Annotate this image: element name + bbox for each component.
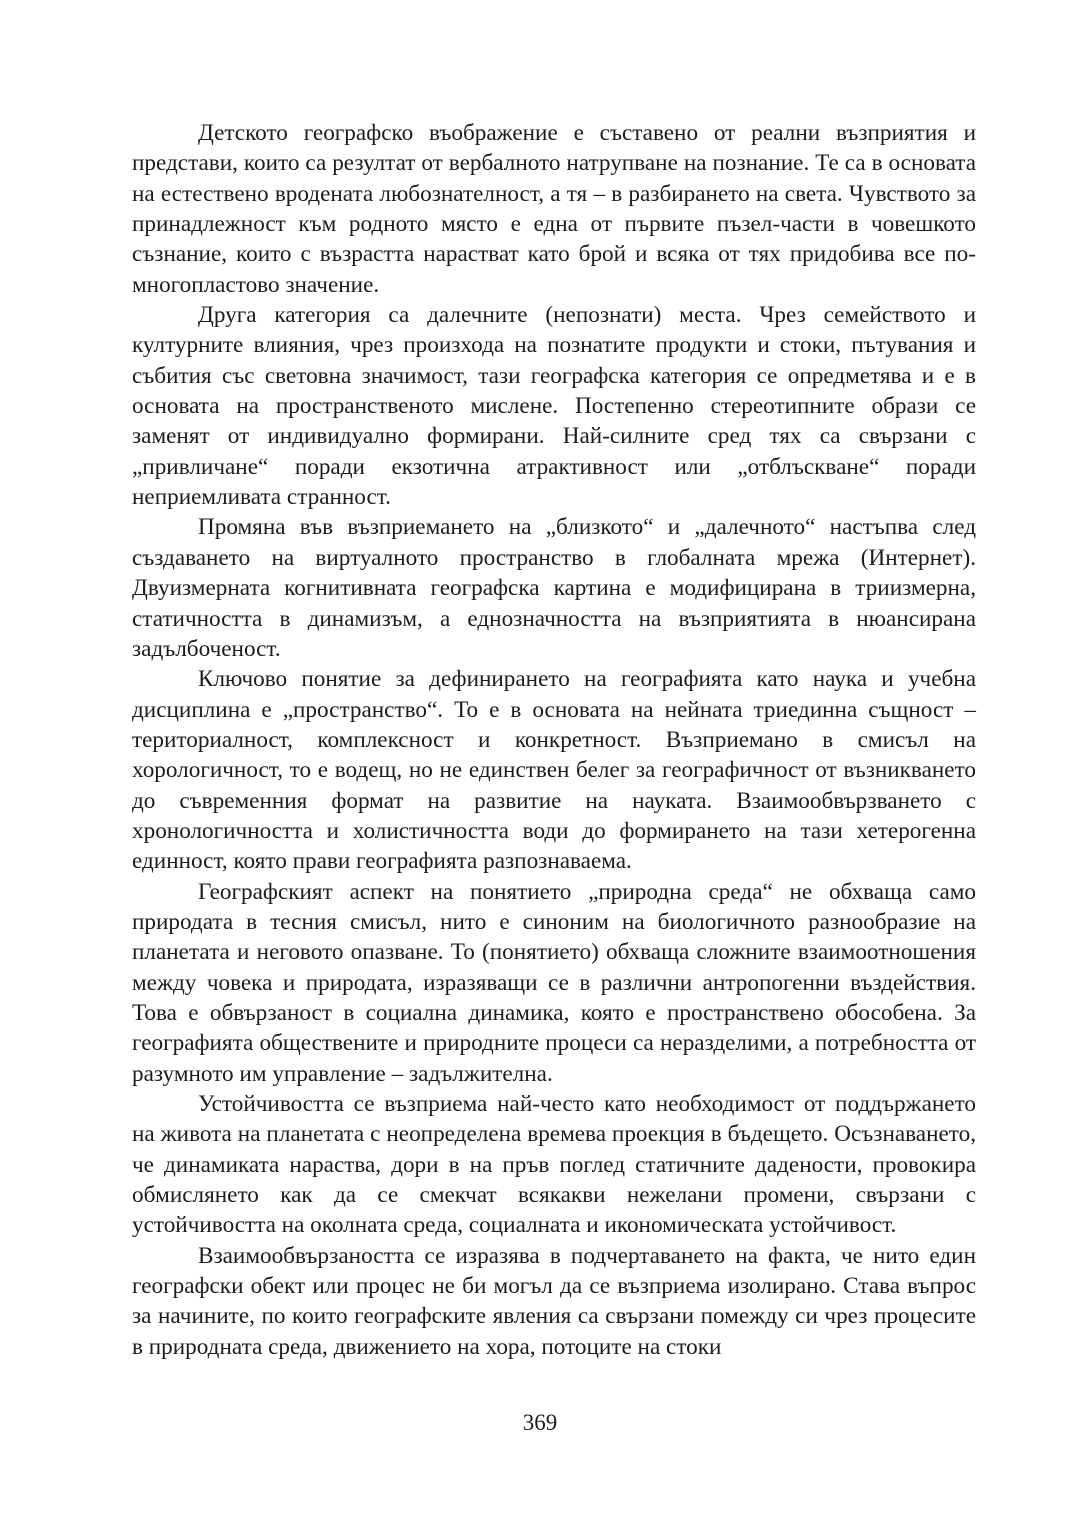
- paragraph-virtual-space: Промяна във възприемането на „близкото“ и „далечното“ настъпва след създаването на виртуалното пространство в глобалната мрежа (Интернет). Двуизмерната когнитивната географска картина е модифицирана в триизмерна, статичността в динамизъм, а еднозначността на възприятията в нюансирана задълбоченост.: [132, 514, 976, 662]
- paragraph-interconnectedness: Взаимообвързаността се изразява в подчертаването на факта, че нито един географски обект или процес не би могъл да се възприема изолирано. Става въпрос за начините, по които географските явления са свързани помежду си чрез процесите в природната среда, движението на хора, потоците на стоки: [132, 1242, 976, 1360]
- page-number: 369: [522, 1410, 558, 1435]
- paragraph-sustainability: Устойчивостта се възприема най-често като необходимост от поддържането на живота на планетата с неопределена времева проекция в бъдещето. Осъзнаването, че динамиката нараства, дори в на пръв поглед статичните дадености, провокира обмислянето как да се смекчат всякакви нежелани промени, свързани с устойчивостта на околната среда, социалната и икономическата устойчивост.: [132, 1091, 976, 1239]
- paragraph-distant-places: Друга категория са далечните (непознати) места. Чрез семейството и културните влияния, чрез произхода на познатите продукти и стоки, пътувания и събития със световна значимост, тази географска категория се опредметява и е в основата на пространственото мислене. Постепенно стереотипните образи се заменят от индивидуално формирани. Най-силните сред тях са свързани с „привличане“ поради екзотична атрактивност или „отблъскване“ поради неприемливата странност.: [132, 302, 976, 511]
- paragraph-childrens-geographic-imagination: Детското географско въображение е съставено от реални възприятия и представи, които са резултат от вербалното натрупване на познание. Те са в основата на естествено вродената любознателност, а тя – в разбирането на света. Чувството за принадлежност към родното място е една от първите пъзел-части в човешкото съзнание, които с възрастта нарастват като брой и всяка от тях придобива все по-многопластово значение.: [132, 120, 976, 298]
- paragraph-space-concept: Ключово понятие за дефинирането на географията като наука и учебна дисциплина е „пространство“. То е в основата на нейната триединна същност – териториалност, комплексност и конкретност. Възприемано в смисъл на хорологичност, то е водещ, но не единствен белег за географичност от възникването до съвременния формат на развитие на науката. Взаимообвързването с хронологичността и холистичността води до формирането на тази хетерогенна единност, която прави географията разпознаваема.: [132, 666, 976, 875]
- body-text: [132, 118, 976, 1362]
- paragraph-natural-environment: Географският аспект на понятието „природна среда“ не обхваща само природата в тесния смисъл, нито е синоним на биологичното разнообразие на планетата и неговото опазване. То (понятието) обхваща сложните взаимоотношения между човека и природата, изразяващи се в различни антропогенни въздействия. Това е обвързаност в социална динамика, която е пространствено обособена. За географията обществените и природните процеси са неразделими, а потребността от разумното им управление – задължителна.: [132, 878, 976, 1087]
